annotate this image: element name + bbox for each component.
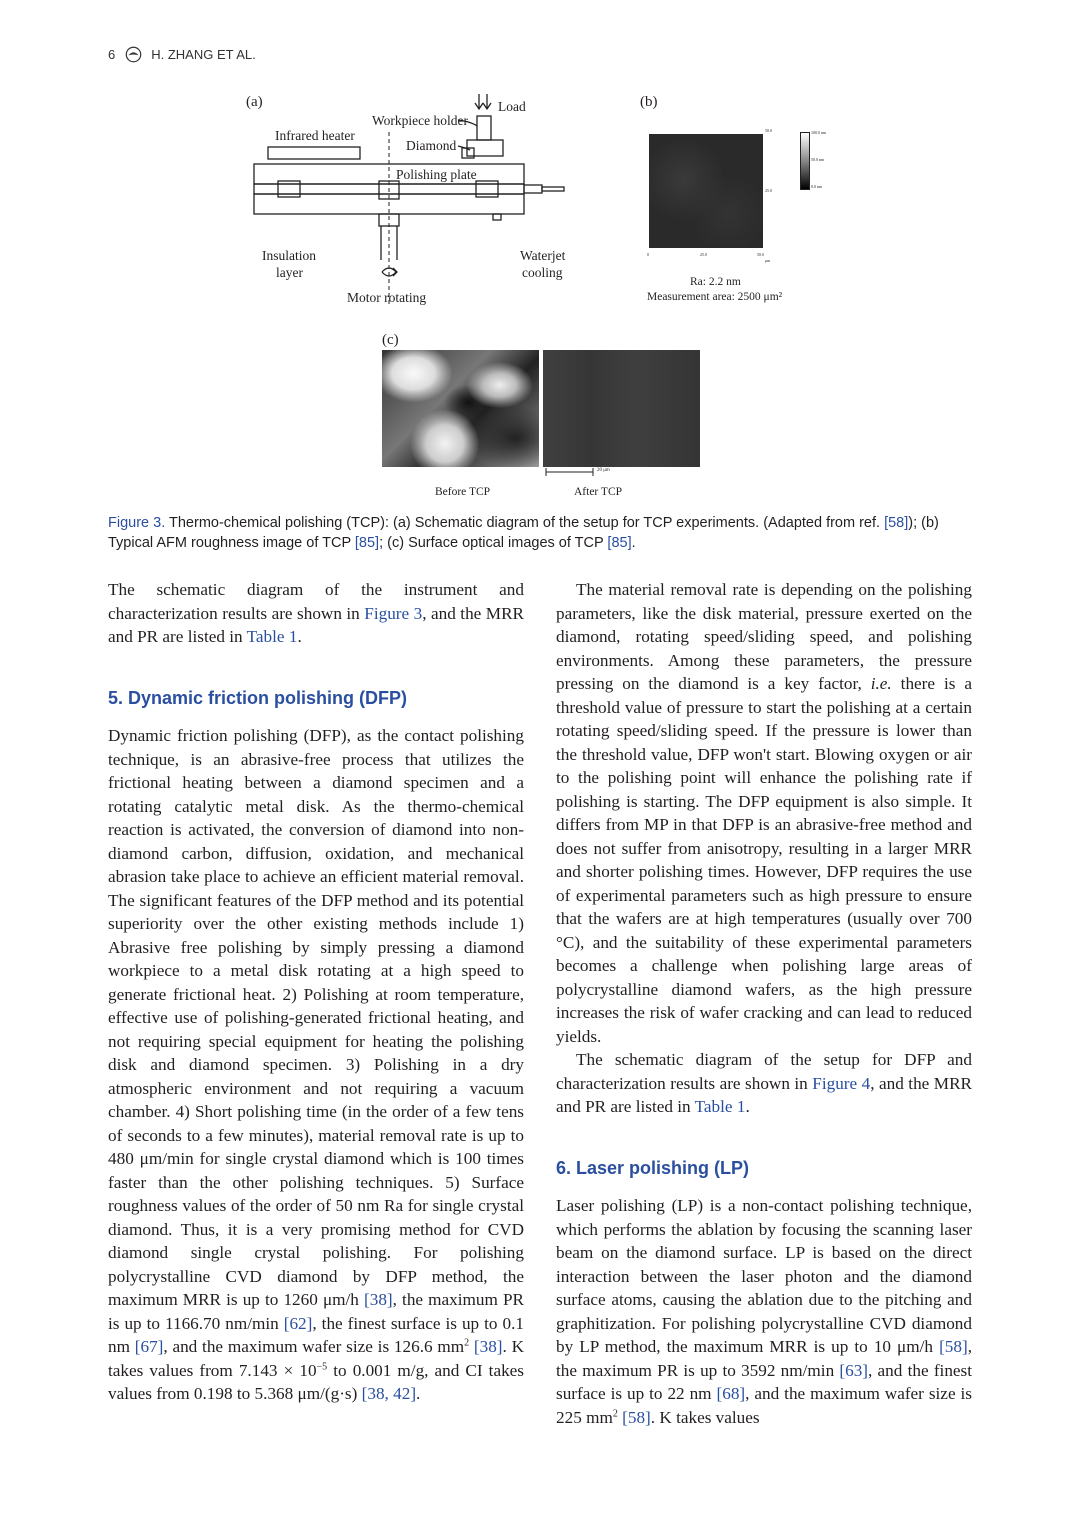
label-motor-rotating: Motor rotating xyxy=(347,290,427,305)
paragraph: Laser polishing (LP) is a non-contact polishing technique, which performs the ablation by focusing the scanning laser beam on the diamond surface. LP is based on the direct interaction between the laser photon and the diamond surface atoms, causing the ablation due to the pitching and graphitization. For polishing polycrystalline CVD diamond by LP method, the maximum MRR is up to 10 μm/h [58], the maximum PR is up to 3592 nm/min [63], and the finest surface is up to 22 nm [68], and the maximum wafer size is 225 $mm^2$ [58]. K takes values xyxy=(556,1196,973,1427)
ref-link[interactable]: [58] xyxy=(884,515,909,531)
ref-link[interactable]: [38] xyxy=(473,1337,503,1356)
optical-image-after xyxy=(543,350,700,467)
paragraph: The material removal rate is depending on the polishing parameters, like the disk material, pressure exerted on the diamond, rotating speed/sliding speed, and polishing environments. Among these parameters, the pressure pressing on the diamond is a key factor, i.e. there is a threshold value of pressure to start the polishing at a certain rotating speed/sliding speed. If the pressure is lower than the threshold value, DFP won't start. Blowing oxygen or air to the polishing point will enhance the polishing rate if polishing is starting. The DFP equipment is also simple. It differs from MP in that DFP is an abrasive-free method and does not suffer from anisotropy, resulting in a larger MRR and shorter polishing times. However, DFP requires the use of experimental parameters such as high pressure to ensure that the wafers are at high temperatures (usually over 700 °C), and the suitability of these experimental parameters becomes a challenge when polishing large areas of polycrystalline diamond wafers, as the high pressure increases the risk of wafer cracking and can lead to reduced yields. xyxy=(556,580,972,1046)
panel-b-label: (b) xyxy=(640,94,658,110)
paragraph: The schematic diagram of the instrument and characterization results are shown in Figure 3, and the MRR and PR are listed in Table 1. xyxy=(108,580,524,646)
afm-tick-mid: 25.0 xyxy=(765,188,772,193)
afm-tick-bottom-right: 50.0 xyxy=(757,252,764,257)
label-insulation-layer: layer xyxy=(276,265,303,280)
afm-roughness-image xyxy=(649,134,763,248)
page-number: 6 xyxy=(108,47,116,62)
caption-text: ; (c) Surface optical images of TCP xyxy=(379,535,608,551)
label-polishing-plate: Polishing plate xyxy=(396,167,477,182)
ref-link[interactable]: [58] xyxy=(939,1337,968,1356)
paragraph: The schematic diagram of the setup for DFP and characterization results are shown in Figure 4, and the MRR and PR are listed in Table 1. xyxy=(556,1050,972,1116)
ref-link[interactable]: [38] xyxy=(364,1290,393,1309)
paragraph: Dynamic friction polishing (DFP), as the contact polishing technique, is an abrasive-free process that utilizes the frictional heating between a diamond specimen and a rotating catalytic metal disk. As the thermo-chemical reaction is activated, the conversion of diamond into non-diamond carbon, diffusion, oxidation, and mechanical abrasion take place to achieve an efficient material removal. The significant features of the DFP method and its potential superiority over the other existing methods include 1) Abrasive free polishing by simply pressing a diamond workpiece to a metal disk rotating at a high speed to generate frictional heat. 2) Polishing at room temperature, effective use of polishing-generated frictional heating, and not requiring special equipment for heating the polishing disk and diamond specimen. 3) Polishing in a dry atmospheric environment and not requiring a vacuum chamber. 4) Short polishing time (in the order of a few tens of seconds to a few minutes), material removal rate is up to 480 μm/min for single crystal diamond which is 100 times faster than the other polishing techniques. 5) Surface roughness values of the order of 50 nm Ra for single crystal diamond. Thus, it is a very promising method for CVD diamond single crystal polishing. For polishing polycrystalline CVD diamond by DFP method, the maximum MRR is up to 1260 μm/h [38], the maximum PR is up to 1166.70 nm/min [62], the finest surface is up to 0.1 nm [67], and the maximum wafer size is 126.6 $mm^2$ [38]. K takes values from $7.143 \times 10^{-5}$ to 0.001 m/g, and CI takes values from 0.198 to 5.368 μm/(g·s) [38, 42]. xyxy=(108,726,524,1403)
ref-link[interactable]: [85] xyxy=(354,535,380,551)
label-cooling: cooling xyxy=(522,265,563,280)
afm-tick-unit: μm xyxy=(765,258,771,263)
afm-color-scale xyxy=(800,132,810,190)
afm-tick-bottom-mid: 25.0 xyxy=(700,252,707,257)
label-after-tcp: After TCP xyxy=(574,486,623,498)
label-waterjet: Waterjet xyxy=(520,248,566,263)
afm-scale-mid: 50.0 nm xyxy=(811,157,825,162)
running-authors: H. ZHANG ET AL. xyxy=(151,47,256,62)
figure-3 xyxy=(0,0,1080,560)
ref-link[interactable]: [62] xyxy=(283,1313,313,1333)
optical-image-before xyxy=(382,350,539,467)
right-column xyxy=(556,578,972,1429)
ref-link[interactable]: [67] xyxy=(134,1337,164,1356)
scale-bar-label: 20 μm xyxy=(597,468,610,473)
figure-caption xyxy=(108,513,972,553)
ref-link[interactable]: [68] xyxy=(716,1384,746,1403)
caption-label: Figure 3. xyxy=(108,515,166,531)
figure-link[interactable]: Figure 3 xyxy=(364,603,423,623)
label-load: Load xyxy=(498,99,526,114)
label-measurement-area: Measurement area: 2500 μm² xyxy=(647,291,783,303)
ref-link[interactable]: [85] xyxy=(607,535,632,551)
ref-link[interactable]: [58] xyxy=(622,1407,651,1427)
section-heading: 6. Laser polishing (LP) xyxy=(556,1157,750,1178)
scale-bar xyxy=(545,467,605,477)
afm-tick-top: 50.0 xyxy=(765,128,772,133)
label-before-tcp: Before TCP xyxy=(435,486,491,498)
table-link[interactable]: Table 1 xyxy=(246,627,298,646)
afm-tick-bottom-left: 0 xyxy=(647,252,649,257)
label-infrared-heater: Infrared heater xyxy=(275,128,355,143)
figure-link[interactable]: Figure 4 xyxy=(812,1073,871,1093)
ref-link[interactable]: [38, 42] xyxy=(361,1384,417,1403)
afm-scale-top: 100.0 nm xyxy=(811,130,827,135)
label-ra: Ra: 2.2 nm xyxy=(690,276,741,288)
afm-scale-bottom: 0.0 nm xyxy=(811,184,823,189)
panel-c-label: (c) xyxy=(382,332,399,348)
label-diamond: Diamond xyxy=(406,138,457,153)
table-link[interactable]: Table 1 xyxy=(694,1097,746,1116)
caption-text: . xyxy=(631,535,636,551)
panel-a-label: (a) xyxy=(246,94,263,110)
left-column xyxy=(108,578,524,1406)
ref-link[interactable]: [63] xyxy=(839,1360,869,1380)
caption-text: ); (b) Typical AFM roughness image of TCP xyxy=(108,515,939,551)
caption-text: Thermo-chemical polishing (TCP): (a) Schematic diagram of the setup for TCP experiments. (Adapted from ref. xyxy=(165,515,885,531)
section-heading: 5. Dynamic friction polishing (DFP) xyxy=(108,687,408,708)
label-workpiece-holder: Workpiece holder xyxy=(372,113,468,128)
label-insulation: Insulation xyxy=(262,248,316,263)
